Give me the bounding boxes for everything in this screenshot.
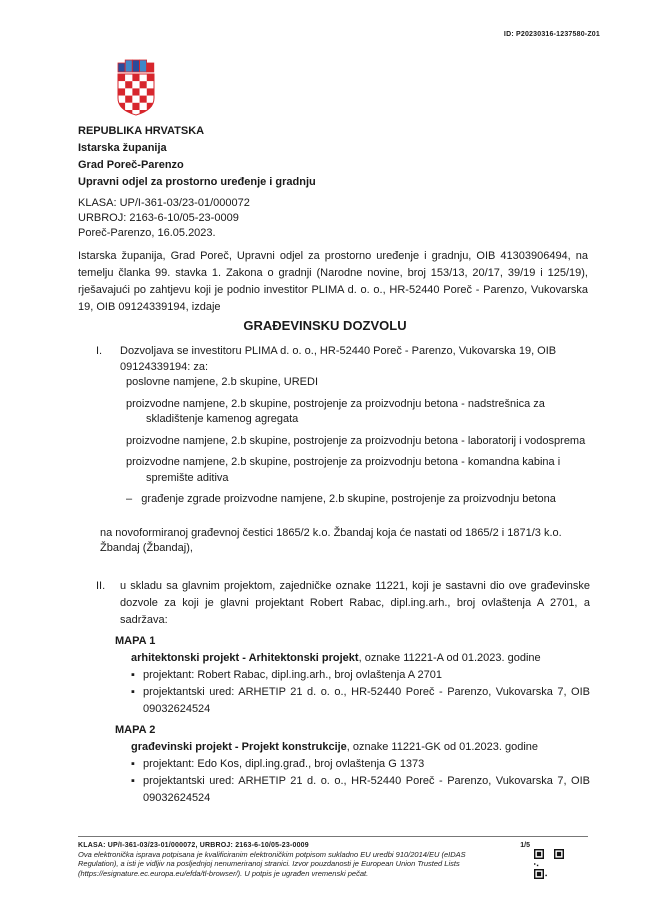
mapa-1-designer: ▪ projektant: Robert Rabac, dipl.ing.arh., broj ovlaštenja A 2701 bbox=[131, 667, 590, 684]
section-1-text: Dozvoljava se investitoru PLIMA d. o. o., HR-52440 Poreč - Parenzo, Vukovarska 19, OIB 09124339194: za: bbox=[120, 345, 557, 373]
mapa-2-description: građevinski projekt - Projekt konstrukcije, oznake 11221-GK od 01.2023. godine bbox=[131, 741, 539, 753]
document-id: ID: P20230316-1237580-Z01 bbox=[503, 31, 600, 38]
section-2-text: u skladu sa glavnim projektom, zajedničke oznake 11221, koji je sastavni dio ove građevinske dozvole za koji je glavni projektant Robert Rabac, dipl.ing.arh., broj ovlaštenja A 2701, a sadržava: bbox=[120, 580, 590, 626]
purpose-item: proizvodne namjene, 2.b skupine, postrojenje za proizvodnju betona - komandna kabina i spremište aditiva bbox=[126, 456, 561, 484]
issuer-header bbox=[78, 123, 316, 191]
bullet-icon: ▪ bbox=[131, 669, 135, 681]
header-city: Grad Poreč-Parenzo bbox=[78, 159, 184, 171]
section-2 bbox=[78, 578, 590, 807]
purpose-item: poslovne namjene, 2.b skupine, UREDI bbox=[126, 376, 318, 388]
signature-note: Ova elektronička isprava potpisana je kvalificiranim elektroničkim potpisom sukladno EU uredbi 910/2014/EU (eIDAS Regulation), a isti je vidljiv na posljednjoj nenumeriranoj stranici. Izvor pouzdanosti je European Union Trusted Lists (https://esignature.ec.europa.eu/efda/tl-browser/). U potpis je ugrađen vremenski pečat. bbox=[78, 850, 466, 878]
section-2-number: II. bbox=[96, 580, 106, 592]
mapa-2-office: ▪ projektantski ured: ARHETIP 21 d. o. o., HR-52440 Poreč - Parenzo, Vukovarska 7, OIB 09032624524 bbox=[131, 775, 590, 804]
bullet-icon: ▪ bbox=[131, 775, 135, 787]
footer-reference: KLASA: UP/I-361-03/23-01/000072, URBROJ: 2163-6-10/05-23-0009 bbox=[78, 842, 309, 849]
header-department: Upravni odjel za prostorno uređenje i gradnju bbox=[78, 176, 316, 188]
header-country: REPUBLIKA HRVATSKA bbox=[78, 125, 205, 137]
page-footer bbox=[78, 836, 588, 878]
plot-description: na novoformiranoj građevnoj čestici 1865/2 k.o. Žbandaj koja će nastati od 1865/2 i 1871/3 k.o. Žbandaj (Žbandaj), bbox=[100, 526, 562, 554]
croatian-coat-of-arms-icon bbox=[116, 58, 156, 116]
urbroj: URBROJ: 2163-6-10/05-23-0009 bbox=[78, 212, 239, 224]
section-1-number: I. bbox=[96, 345, 103, 357]
mapa-2-title: MAPA 2 bbox=[115, 724, 156, 736]
bullet-icon: ▪ bbox=[131, 686, 135, 698]
mapa-1-office: ▪ projektantski ured: ARHETIP 21 d. o. o., HR-52440 Poreč - Parenzo, Vukovarska 7, OIB 09032624524 bbox=[131, 686, 590, 715]
mapa-2 bbox=[115, 722, 590, 807]
mapa-1 bbox=[115, 633, 590, 718]
qr-code-icon bbox=[534, 849, 564, 879]
page-number: 1/5 bbox=[520, 842, 530, 849]
mapa-1-title: MAPA 1 bbox=[115, 635, 156, 647]
klasa: KLASA: UP/I-361-03/23-01/000072 bbox=[78, 197, 250, 209]
document-title: GRAĐEVINSKU DOZVOLU bbox=[243, 318, 407, 333]
place-date: Poreč-Parenzo, 16.05.2023. bbox=[78, 227, 216, 239]
purpose-item-building: – građenje zgrade proizvodne namjene, 2.b skupine, postrojenje za proizvodnju betona bbox=[126, 493, 556, 505]
purpose-item: proizvodne namjene, 2.b skupine, postrojenje za proizvodnju betona - nadstrešnica za skladištenje kamenog agregata bbox=[126, 397, 545, 425]
section-1 bbox=[78, 344, 590, 557]
bullet-icon: ▪ bbox=[131, 758, 135, 770]
document-meta bbox=[78, 196, 250, 241]
purpose-list bbox=[126, 375, 590, 508]
intro-paragraph: Istarska županija, Grad Poreč, Upravni odjel za prostorno uređenje i gradnju, OIB 41303906494, na temelju članka 99. stavka 1. Zakona o gradnji (Narodne novine, broj 153/13, 20/17, 39/19 i 125/19), rješavajući po zahtjevu koji je podnio investitor PLIMA d. o. o., HR-52440 Poreč - Parenzo, Vukovarska 19, OIB 09124339194, izdaje bbox=[78, 250, 588, 313]
dash-marker: – bbox=[126, 493, 133, 505]
mapa-1-description: arhitektonski projekt - Arhitektonski projekt, oznake 11221-A od 01.2023. godine bbox=[131, 652, 541, 664]
header-county: Istarska županija bbox=[78, 142, 167, 154]
purpose-item: proizvodne namjene, 2.b skupine, postrojenje za proizvodnju betona - laboratorij i vodosprema bbox=[126, 434, 586, 447]
mapa-2-designer: ▪ projektant: Edo Kos, dipl.ing.građ., broj ovlaštenja G 1373 bbox=[131, 756, 590, 773]
